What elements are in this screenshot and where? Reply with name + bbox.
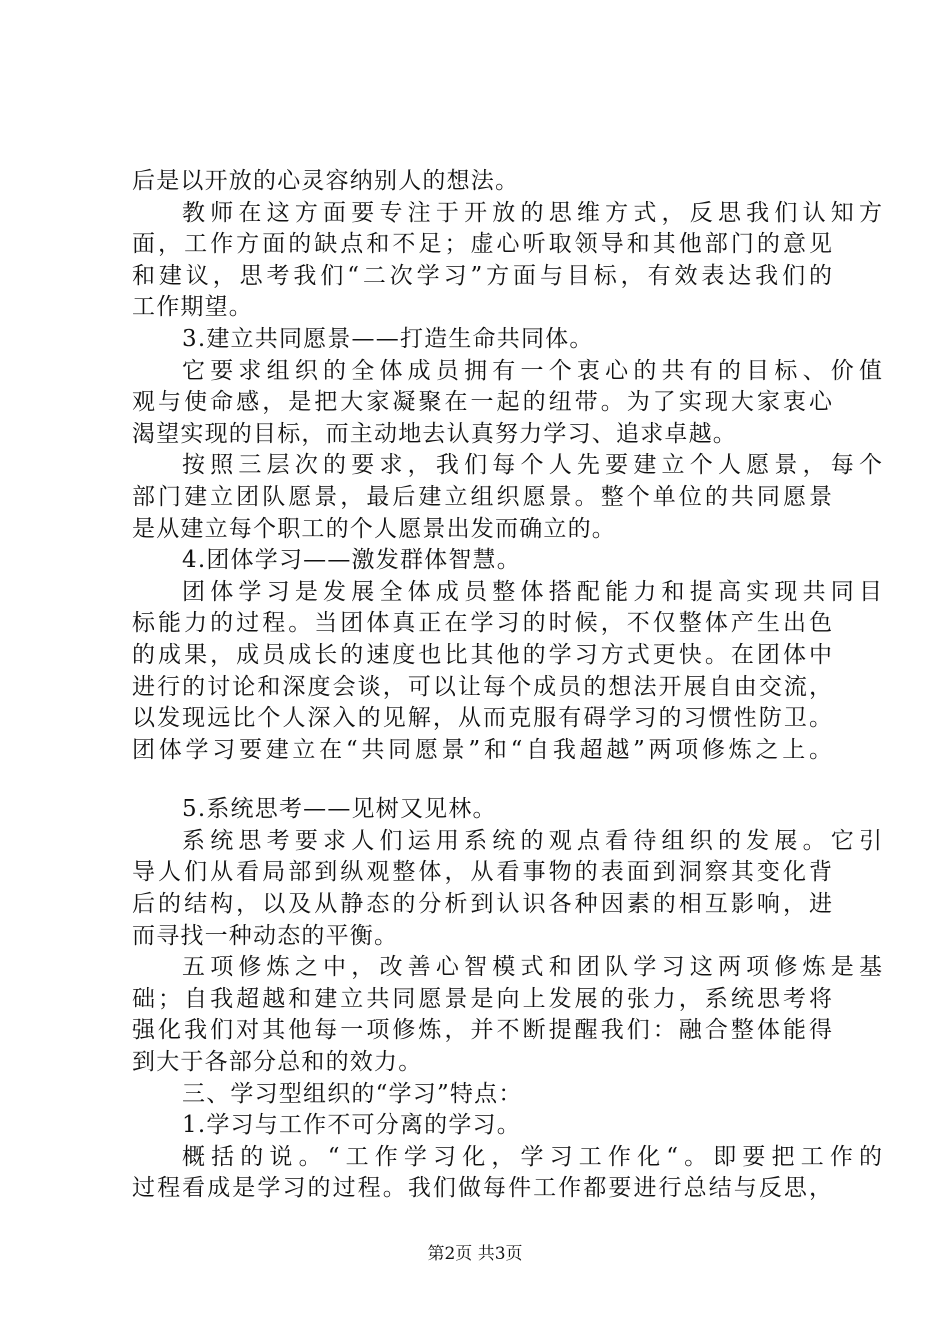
text-line: 面，工作方面的缺点和不足；虚心听取领导和其他部门的意见 [132,231,832,258]
text-line: 强化我们对其他每一项修炼，并不断提醒我们：融合整体能得 [132,1017,832,1044]
section-heading: 5.系统思考——见树又见林。 [182,796,497,823]
text-line: 是从建立每个职工的个人愿景出发而确立的。 [132,515,616,542]
text-line: 以发现远比个人深入的见解，从而克服有碍学习的习惯性防卫。 [132,705,832,732]
text-line: 观与使命感，是把大家凝聚在一起的纽带。为了实现大家衷心 [132,389,832,416]
text-line: 教师在这方面要专注于开放的思维方式，反思我们认知方 [182,199,882,226]
text-line: 五项修炼之中，改善心智模式和团队学习这两项修炼是基 [182,954,882,981]
text-line: 和建议，思考我们“二次学习”方面与目标，有效表达我们的 [132,262,832,289]
text-line: 渴望实现的目标，而主动地去认真努力学习、追求卓越。 [132,420,737,447]
text-line: 工作期望。 [132,294,253,321]
text-line: 导人们从看局部到纵观整体，从看事物的表面到洞察其变化背 [132,859,832,886]
text-line: 系统思考要求人们运用系统的观点看待组织的发展。它引 [182,827,882,854]
section-heading: 1.学习与工作不可分离的学习。 [182,1112,521,1139]
text-line: 过程看成是学习的过程。我们做每件工作都要进行总结与反思， [132,1175,832,1202]
text-line: 而寻找一种动态的平衡。 [132,922,399,949]
section-heading: 3.建立共同愿景——打造生命共同体。 [182,325,594,352]
text-line: 部门建立团队愿景，最后建立组织愿景。整个单位的共同愿景 [132,483,832,510]
page-number-footer: 第2页 共3页 [427,1244,523,1264]
text-line: 它要求组织的全体成员拥有一个衷心的共有的目标、价值 [182,357,882,384]
text-line: 团体学习是发展全体成员整体搭配能力和提高实现共同目 [182,578,882,605]
text-line: 到大于各部分总和的效力。 [132,1049,423,1076]
text-line: 按照三层次的要求，我们每个人先要建立个人愿景，每个 [182,452,882,479]
document-body [132,166,882,1205]
text-line: 后是以开放的心灵容纳别人的想法。 [132,168,520,194]
text-line: 础；自我超越和建立共同愿景是向上发展的张力，系统思考将 [132,985,832,1012]
section-heading: 4.团体学习——激发群体智慧。 [182,547,521,574]
text-line: 进行的讨论和深度会谈，可以让每个成员的想法开展自由交流， [132,673,832,700]
text-line: 标能力的过程。当团体真正在学习的时候，不仅整体产生出色 [132,610,832,637]
section-heading: 三、学习型组织的“学习”特点： [182,1080,523,1107]
text-line: 团体学习要建立在“共同愿景”和“自我超越”两项修炼之上。 [132,736,832,763]
text-line: 后的结构，以及从静态的分析到认识各种因素的相互影响，进 [132,891,832,918]
text-line: 概括的说。“工作学习化，学习工作化“。即要把工作的 [182,1143,882,1170]
text-line: 的成果，成员成长的速度也比其他的学习方式更快。在团体中 [132,641,832,668]
